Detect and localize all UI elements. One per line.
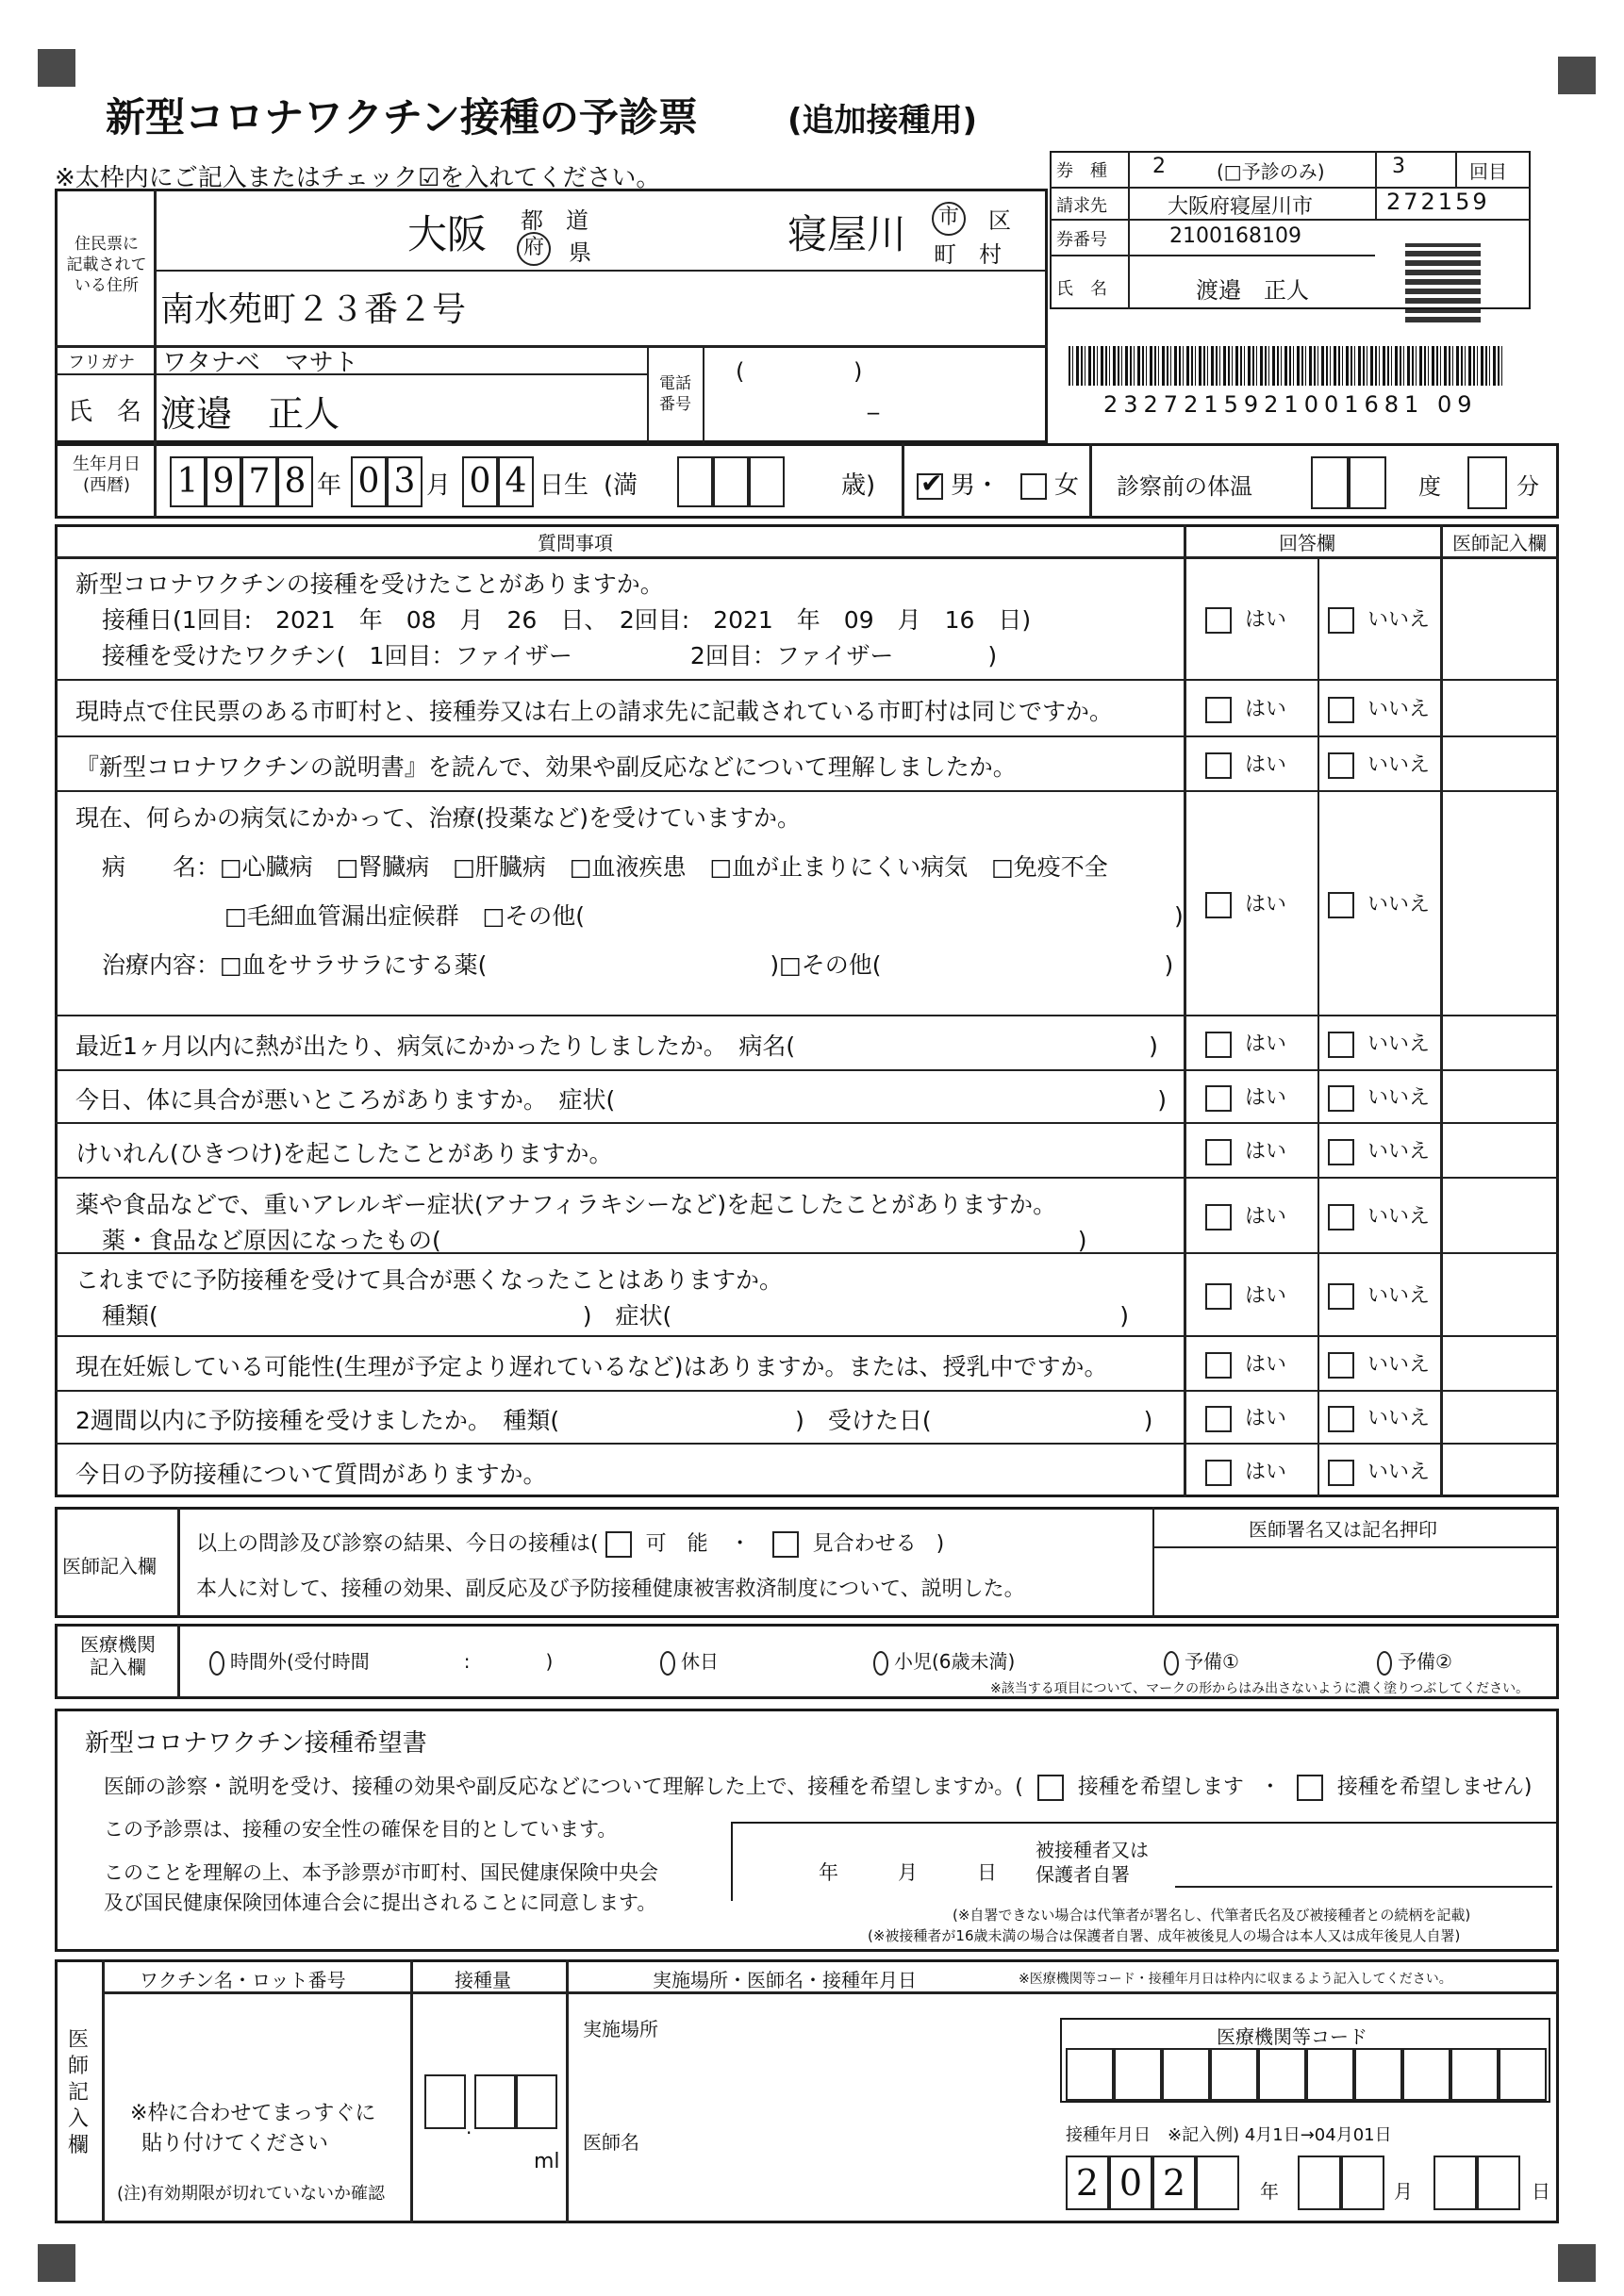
age-box[interactable] (749, 456, 785, 507)
question-detail: 接種を受けたワクチン( 1回目：ファイザー 2回目：ファイザー ) (102, 642, 998, 669)
expiry-note: (注)有効期限が切れていないか確認 (117, 2184, 386, 2204)
no-label: いいえ (1367, 1032, 1431, 1056)
checkbox-icon[interactable] (1205, 892, 1232, 918)
age-box[interactable] (677, 456, 713, 507)
mark-oval-icon[interactable] (873, 1651, 888, 1676)
checkbox-icon[interactable] (1328, 1139, 1354, 1165)
col-vaccine-header: ワクチン名・ロット番号 (140, 1969, 346, 1991)
consent-purpose: この予診票は、接種の安全性の確保を目的としています。 (104, 1818, 618, 1841)
birth-year-digit: 8 (277, 456, 313, 507)
answer-yes[interactable] (1205, 1200, 1286, 1231)
reserve1-label: 予備① (1185, 1650, 1239, 1673)
no-label: いいえ (1367, 1140, 1431, 1164)
yes-label: はい (1245, 1353, 1287, 1377)
consent-agree-line2: 及び国民健康保険団体連合会に提出されることに同意します。 (104, 1891, 657, 1914)
year-unit: 年 (1260, 2180, 1279, 2203)
birth-month-unit: 月 (426, 471, 452, 500)
yes-label: はい (1245, 1205, 1287, 1229)
barcode-number: 2327215921001681 09 (1103, 391, 1478, 418)
signature-date: 年 月 日 (819, 1861, 997, 1884)
birth-label: 生年月日 (西暦) (73, 454, 141, 495)
vaccination-day-box[interactable] (1477, 2156, 1520, 2210)
pref-suffix-bottom: 県 (569, 240, 591, 266)
checkbox-icon[interactable] (1205, 1283, 1232, 1310)
col-place-header: 実施場所・医師名・接種年月日 (653, 1969, 917, 1991)
birth-day-digit: 0 (462, 456, 498, 507)
question-text: 2週間以内に予防接種を受けましたか。 種類( ) 受けた日( ) (75, 1407, 1153, 1434)
facility-code-label: 医療機関等コード (1217, 2025, 1367, 2048)
checkbox-icon[interactable] (1328, 697, 1354, 723)
dose-unit: ml (534, 2150, 560, 2173)
no-label: いいえ (1367, 893, 1431, 917)
doctor-judgement-line (196, 1528, 944, 1558)
yes-label: はい (1245, 1461, 1287, 1484)
facility-option-reserve1[interactable] (1164, 1646, 1239, 1676)
answer-yes[interactable] (1205, 749, 1286, 779)
no-label: いいえ (1367, 1284, 1431, 1308)
doctor-section-label: 医師記入欄 (62, 1555, 157, 1577)
facility-code-cell[interactable] (1450, 2048, 1499, 2101)
checkbox-icon[interactable] (1205, 1032, 1232, 1058)
dose-box[interactable] (516, 2074, 557, 2129)
ticket-number-value: 2100168109 (1169, 224, 1301, 248)
facility-code-cell[interactable] (1402, 2048, 1450, 2101)
ticket-number-label: 券番号 (1056, 230, 1107, 250)
signer-label-1: 被接種者又は (1036, 1839, 1149, 1861)
facility-code-cell[interactable] (1114, 2048, 1162, 2101)
address-street: 南水苑町２３番２号 (160, 290, 467, 329)
signer-label-2: 保護者自署 (1036, 1863, 1130, 1886)
birth-year-unit: 年 (317, 471, 342, 500)
phone-open: ( (736, 358, 745, 385)
holiday-label: 休日 (681, 1650, 719, 1673)
instruction-text: ※太枠内にご記入またはチェック☑を入れてください。 (55, 164, 661, 192)
answer-no[interactable] (1328, 1082, 1430, 1112)
phone-dash: _ (868, 388, 879, 415)
checkbox-icon[interactable] (605, 1531, 632, 1558)
postpone-label: 見合わせる (812, 1532, 917, 1556)
ticket-kind-note: (□予診のみ) (1217, 160, 1325, 183)
address-label: 住民票に 記載されて いる住所 (66, 235, 147, 295)
question-detail: 治療内容：□血をサラサラにする薬( )□その他( ) (102, 951, 1174, 979)
question-text: 現在妊娠している可能性(生理が予定より遅れているなど)はありますか。または、授乳中ですか。 (75, 1353, 1108, 1380)
yes-label: はい (1245, 753, 1287, 777)
temperature-decimal-box[interactable] (1467, 456, 1507, 509)
checkbox-icon[interactable] (772, 1531, 799, 1558)
vaccination-year-digit: 2 (1066, 2156, 1109, 2210)
vaccination-month-box[interactable] (1298, 2156, 1341, 2210)
page-title: 新型コロナワクチン接種の予診票 (106, 94, 698, 140)
question-text: 『新型コロナワクチンの説明書』を読んで、効果や副反応などについて理解しましたか。 (75, 753, 1017, 781)
col-note: ※医療機関等コード・接種年月日は枠内に収まるよう記入してください。 (1019, 1972, 1452, 1987)
gender-female-option[interactable] (1020, 466, 1079, 501)
facility-option-child[interactable] (873, 1646, 1015, 1676)
facility-option-after-hours[interactable] (209, 1646, 553, 1676)
checkbox-icon[interactable] (1205, 1352, 1232, 1379)
ticket-kind-label: 券 種 (1056, 161, 1107, 181)
answer-yes[interactable] (1205, 1402, 1286, 1432)
no-label: いいえ (1367, 1407, 1431, 1430)
checkbox-icon[interactable] (1328, 752, 1354, 779)
yes-label: はい (1245, 893, 1287, 917)
birth-day-unit: 日生 (539, 471, 589, 500)
furigana-label: フリガナ (68, 353, 136, 372)
registration-mark-bottom-left (38, 2244, 75, 2282)
billing-label: 請求先 (1056, 196, 1107, 216)
answer-no[interactable] (1328, 749, 1430, 779)
pref-suffix-top: 都 道 (521, 207, 588, 234)
answer-no[interactable] (1328, 1028, 1430, 1058)
child-label: 小児(6歳未満) (894, 1650, 1016, 1673)
no-label: いいえ (1367, 1461, 1431, 1484)
checkbox-icon[interactable] (1037, 1775, 1064, 1801)
question-text: 現在、何らかの病気にかかって、治療(投薬など)を受けていますか。 (75, 804, 802, 832)
checkbox-icon[interactable] (1328, 1204, 1354, 1231)
page-subtitle: (追加接種用) (787, 102, 978, 140)
gender-male-label: 男・ (951, 471, 1001, 500)
answer-no[interactable] (1328, 1402, 1430, 1432)
birth-day-digit: 4 (498, 456, 534, 507)
checkbox-icon[interactable] (1328, 1352, 1354, 1379)
qr-code-icon (1405, 243, 1481, 322)
birth-year-digit: 9 (206, 456, 241, 507)
yes-label: はい (1245, 1407, 1287, 1430)
answer-no[interactable] (1328, 1200, 1430, 1231)
day-unit: 日 (1532, 2180, 1550, 2203)
facility-code-cell[interactable] (1162, 2048, 1210, 2101)
facility-code-cell[interactable] (1499, 2048, 1547, 2101)
ticket-dose-unit: 回目 (1469, 160, 1507, 183)
answer-no[interactable] (1328, 693, 1430, 723)
answer-no[interactable] (1328, 1280, 1430, 1310)
ticket-name-label: 氏 名 (1056, 279, 1107, 299)
no-label: いいえ (1367, 1353, 1431, 1377)
address-city: 寝屋川 (787, 211, 907, 257)
checkbox-icon[interactable] (1328, 892, 1354, 918)
consent-agree-line1: このことを理解の上、本予診票が市町村、国民健康保険中央会 (104, 1861, 658, 1884)
checkbox-checked-icon[interactable]: ✔ (917, 473, 943, 500)
question-text: けいれん(ひきつけ)を起こしたことがありますか。 (75, 1140, 613, 1167)
checkbox-icon[interactable] (1205, 697, 1232, 723)
checkbox-icon[interactable] (1205, 1139, 1232, 1165)
answer-no[interactable] (1328, 888, 1430, 918)
vaccination-year-digit: 2 (1152, 2156, 1196, 2210)
answer-yes[interactable] (1205, 603, 1286, 634)
vaccination-year-box[interactable] (1196, 2156, 1239, 2210)
age-open: (満 (604, 471, 638, 500)
question-text: これまでに予防接種を受けて具合が悪くなったことはありますか。 (75, 1266, 784, 1294)
reserve2-label: 予備② (1398, 1650, 1452, 1673)
answer-yes[interactable] (1205, 1082, 1286, 1112)
yes-label: はい (1245, 1140, 1287, 1164)
dose-box[interactable] (474, 2074, 516, 2129)
answer-yes[interactable] (1205, 888, 1286, 918)
facility-code-cell[interactable] (1306, 2048, 1354, 2101)
question-detail: 病 名：□心臓病 □腎臓病 □肝臓病 □血液疾患 □血が止まりにくい病気 □免疫不全 (102, 853, 1108, 881)
temperature-degree: 度 (1418, 473, 1441, 500)
question-detail: 薬・食品など原因になったもの( ) (102, 1227, 1087, 1254)
yes-label: はい (1245, 1086, 1287, 1110)
vaccination-month-box[interactable] (1341, 2156, 1384, 2210)
checkbox-icon[interactable] (1205, 1204, 1232, 1231)
checkbox-icon[interactable] (1328, 1032, 1354, 1058)
answer-no[interactable] (1328, 1135, 1430, 1165)
billing-code: 272159 (1386, 189, 1490, 215)
doctor-name-label: 医師名 (583, 2131, 639, 2154)
no-label: いいえ (1367, 608, 1431, 632)
vaccination-day-box[interactable] (1433, 2156, 1477, 2210)
age-box[interactable] (713, 456, 749, 507)
answer-yes[interactable] (1205, 1456, 1286, 1486)
checkbox-icon[interactable] (1205, 1460, 1232, 1486)
registration-mark-top-right (1558, 57, 1596, 94)
facility-code-cell[interactable] (1210, 2048, 1258, 2101)
facility-label: 医療機関 記入欄 (80, 1633, 156, 1678)
city-suffix-top: 区 (988, 207, 1011, 234)
question-text: 薬や食品などで、重いアレルギー症状(アナフィラキシーなど)を起こしたことがありますか。 (75, 1191, 1057, 1218)
temperature-label: 診察前の体温 (1117, 473, 1252, 500)
mark-oval-icon[interactable] (1377, 1651, 1392, 1676)
consent-question-text: 医師の診察・説明を受け、接種の効果や副反応などについて理解した上で、接種を希望しますか。( (104, 1776, 1023, 1799)
address-prefecture: 大阪 (407, 211, 488, 257)
ticket-kind-value: 2 (1152, 155, 1166, 178)
checkbox-icon[interactable] (1328, 1085, 1354, 1112)
doctor-judgement-prefix: 以上の問診及び診察の結果、今日の接種は( (196, 1532, 599, 1556)
birth-year-digit: 1 (170, 456, 206, 507)
no-label: いいえ (1367, 698, 1431, 721)
consent-title: 新型コロナワクチン接種希望書 (85, 1729, 427, 1758)
mark-oval-icon[interactable] (660, 1651, 675, 1676)
checkbox-icon[interactable] (1328, 1460, 1354, 1486)
billing-value: 大阪府寝屋川市 (1168, 195, 1314, 219)
doctor-explained-line: 本人に対して、接種の効果、副反応及び予防接種健康被害救済制度について、説明した。 (196, 1577, 1025, 1601)
no-label: いいえ (1367, 1205, 1431, 1229)
birth-year-digit: 7 (241, 456, 277, 507)
vaccination-date-label: 接種年月日 ※記入例) 4月1日→04月01日 (1066, 2125, 1392, 2145)
question-text: 最近1ヶ月以内に熱が出たり、病気にかかったりしましたか。 病名( ) (75, 1032, 1158, 1060)
question-text: 今日、体に具合が悪いところがありますか。 症状( ) (75, 1086, 1168, 1114)
consent-question (104, 1771, 1532, 1801)
answer-no[interactable] (1328, 1456, 1430, 1486)
name-value: 渡邉 正人 (160, 393, 340, 435)
answer-no[interactable] (1328, 1348, 1430, 1379)
no-label: いいえ (1367, 1086, 1431, 1110)
answer-yes[interactable] (1205, 1028, 1286, 1058)
question-text: 今日の予防接種について質問がありますか。 (75, 1461, 547, 1488)
temperature-minute: 分 (1516, 473, 1539, 500)
separator-dot: ・ (729, 1532, 751, 1556)
no-hope-label: 接種を希望しません) (1336, 1776, 1533, 1799)
month-unit: 月 (1394, 2180, 1413, 2203)
name-label: 氏 名 (68, 398, 142, 426)
registration-mark-bottom-right (1558, 2244, 1596, 2282)
phone-close: ) (853, 358, 863, 385)
yes-label: はい (1245, 1284, 1287, 1308)
temperature-box[interactable] (1349, 456, 1386, 509)
consent-note-1: (※自署できない場合は代筆者が署名し、代筆者氏名及び被接種者との続柄を記載) (953, 1907, 1471, 1924)
yes-label: はい (1245, 698, 1287, 721)
age-close: 歳) (841, 471, 876, 500)
phone-label: 電話 番号 (659, 374, 691, 414)
checkbox-icon[interactable] (1205, 1085, 1232, 1112)
close-paren: ) (936, 1532, 945, 1556)
registration-mark-top-left (38, 49, 75, 87)
separator-dot: ・ (1259, 1776, 1281, 1799)
paste-instruction-2: 貼り付けてください (141, 2132, 329, 2156)
yes-label: はい (1245, 608, 1287, 632)
doctor-column-header: 医師記入欄 (1452, 532, 1547, 554)
answer-yes[interactable] (1205, 1135, 1286, 1165)
question-text: 新型コロナワクチンの接種を受けたことがありますか。 (75, 570, 664, 598)
question-detail: 種類( ) 症状( ) (102, 1302, 1130, 1330)
possible-label: 可 能 (645, 1532, 708, 1556)
mark-oval-icon[interactable] (209, 1651, 224, 1676)
checkbox-icon[interactable] (1205, 607, 1232, 634)
answer-yes[interactable] (1205, 1348, 1286, 1379)
decimal-dot: . (466, 2116, 472, 2139)
yes-label: はい (1245, 1032, 1287, 1056)
answer-header: 回答欄 (1279, 532, 1335, 554)
checkbox-icon[interactable] (1328, 1283, 1354, 1310)
gender-male-option[interactable] (917, 466, 1000, 501)
no-label: いいえ (1367, 753, 1431, 777)
consent-note-2: (※被接種者が16歳未満の場合は保護者自署、成年被後見人の場合は本人又は成年後見人自署) (868, 1927, 1461, 1944)
answer-yes[interactable] (1205, 693, 1286, 723)
city-suffix-circle: 市 (932, 202, 966, 236)
checkbox-icon[interactable] (1020, 473, 1047, 500)
city-suffix-bottom: 町 村 (934, 241, 1002, 268)
furigana-value: ワタナベ マサト (162, 349, 358, 377)
question-text: 現時点で住民票のある市町村と、接種券又は右上の請求先に記載されている市町村は同じですか。 (75, 698, 1114, 725)
facility-option-holiday[interactable] (660, 1646, 719, 1676)
facility-option-reserve2[interactable] (1377, 1646, 1452, 1676)
after-hours-label: 時間外(受付時間 : ) (230, 1650, 554, 1673)
answer-yes[interactable] (1205, 1280, 1286, 1310)
checkbox-icon[interactable] (1205, 1406, 1232, 1432)
question-detail: □毛細血管漏出症候群 □その他( ) (224, 902, 1184, 930)
dose-box[interactable] (424, 2074, 466, 2129)
checkbox-icon[interactable] (1328, 607, 1354, 634)
hope-label: 接種を希望します (1077, 1776, 1244, 1799)
facility-code-cell[interactable] (1066, 2048, 1114, 2101)
birth-month-digit: 0 (351, 456, 387, 507)
place-label: 実施場所 (583, 2018, 658, 2040)
mark-oval-icon[interactable] (1164, 1651, 1179, 1676)
facility-code-cell[interactable] (1354, 2048, 1402, 2101)
col-dose-header: 接種量 (455, 1969, 511, 1991)
gender-female-label: 女 (1054, 471, 1080, 500)
pref-suffix-circle: 府 (517, 232, 551, 266)
paste-instruction-1: ※枠に合わせてまっすぐに (130, 2102, 376, 2125)
checkbox-icon[interactable] (1328, 1406, 1354, 1432)
checkbox-icon[interactable] (1297, 1775, 1323, 1801)
ticket-name-value: 渡邉 正人 (1196, 277, 1309, 304)
question-detail: 接種日(1回目: 2021 年 08 月 26 日、 2回目: 2021 年 09 月 16 日) (102, 606, 1032, 634)
checkbox-icon[interactable] (1205, 752, 1232, 779)
answer-no[interactable] (1328, 603, 1430, 634)
facility-code-cell[interactable] (1258, 2048, 1306, 2101)
vaccination-year-digit: 0 (1109, 2156, 1152, 2210)
ticket-dose-value: 3 (1392, 155, 1405, 178)
barcode-icon (1069, 346, 1502, 386)
facility-note: ※該当する項目について、マークの形からはみ出さないように濃く塗りつぶしてください。 (990, 1681, 1530, 1696)
birth-month-digit: 3 (387, 456, 423, 507)
doctor-signature-label: 医師署名又は記名押印 (1249, 1518, 1437, 1541)
temperature-box[interactable] (1311, 456, 1349, 509)
questions-header: 質問事項 (538, 532, 613, 554)
record-side-label: 医師記入欄 (68, 2028, 90, 2157)
